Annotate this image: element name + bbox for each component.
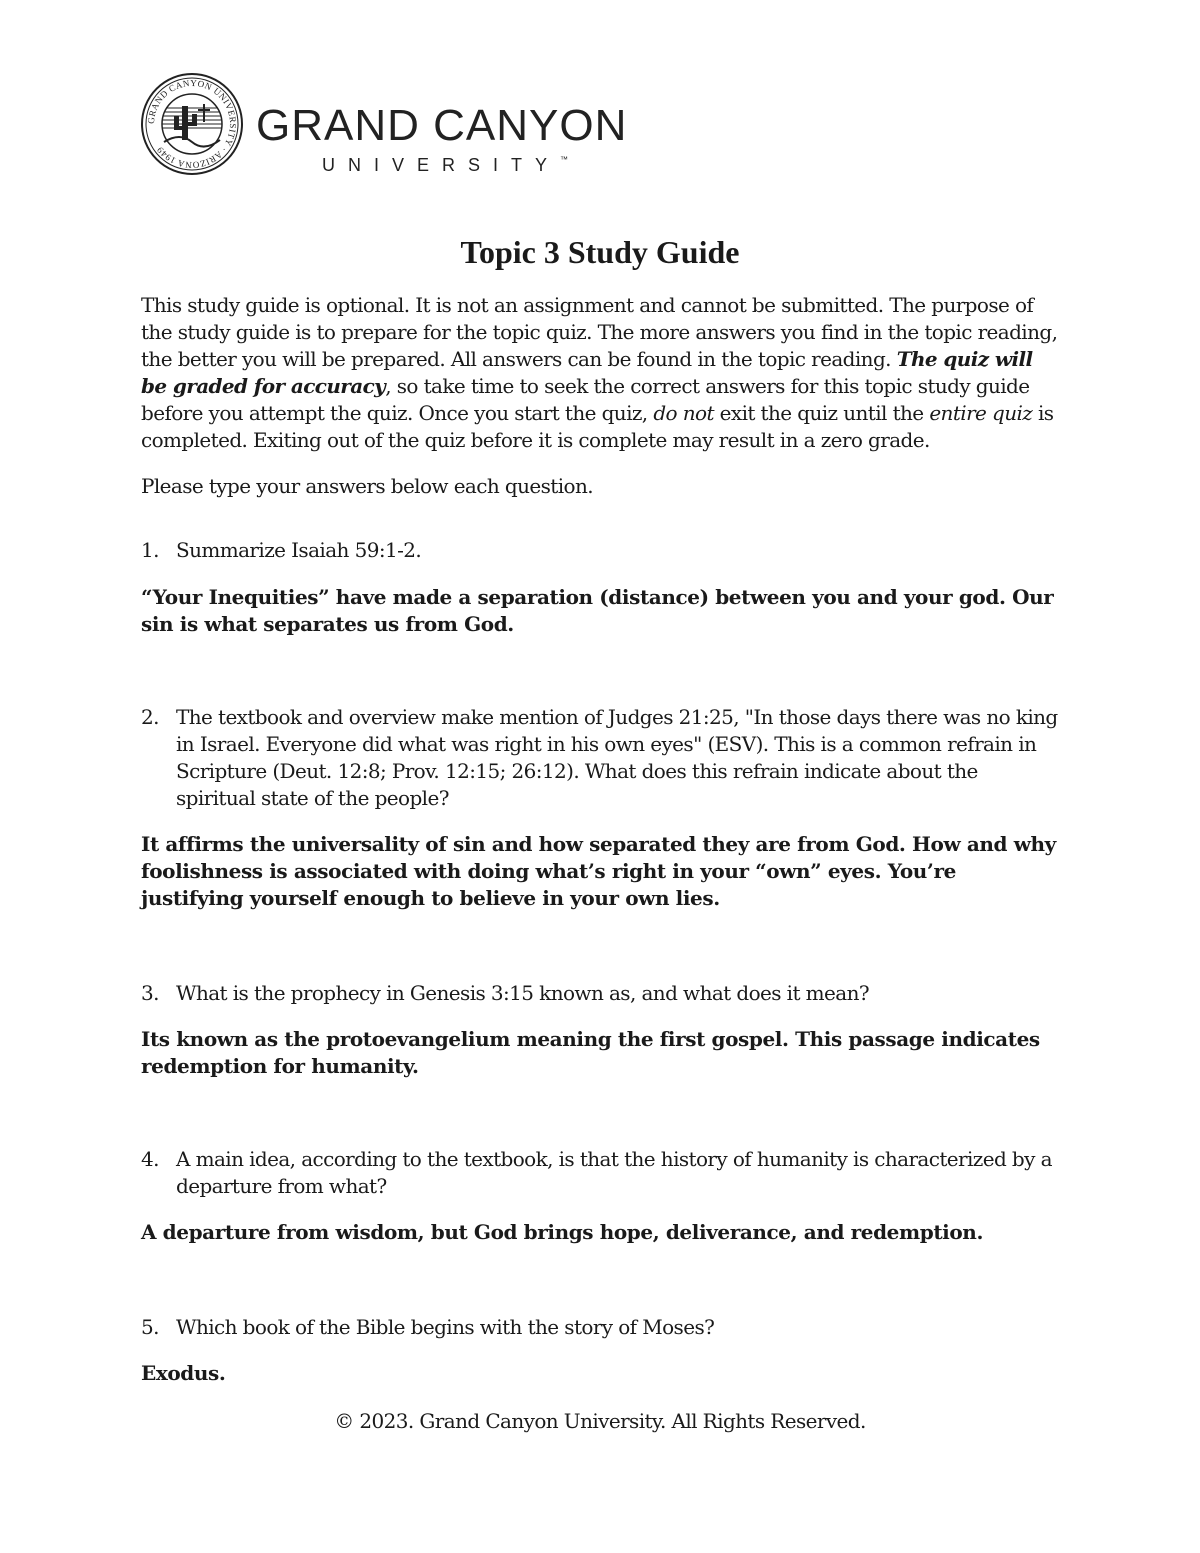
- answer-2[interactable]: It affirms the universality of sin and how separated they are from God. How and why foolishness is associated with doing what’s right in your “own” eyes. You’re justifying yourself enough to believe in your own lies.: [141, 832, 1056, 910]
- question-text: A main idea, according to the textbook, is that the history of humanity is characterized by a departure from what?: [176, 1147, 1052, 1198]
- question-number: 3.: [141, 981, 159, 1005]
- question-text: Summarize Isaiah 59:1-2.: [176, 538, 422, 562]
- answer-1[interactable]: “Your Inequities” have made a separation (distance) between you and your god. Our sin is what separates us from God.: [141, 585, 1054, 636]
- question-1: [141, 537, 1061, 564]
- university-logo: [140, 72, 628, 182]
- intro-paragraph: This study guide is optional. It is not an assignment and cannot be submitted. The purpose of the study guide is to prepare for the topic quiz. The more answers you find in the topic reading, the better you will be prepared. All answers can be found in the topic reading. The quiz will be graded for accuracy, so take time to seek the correct answers for this topic study guide before you attempt the quiz. Once you start the quiz, do not exit the quiz until the entire quiz is completed. Exiting out of the quiz before it is complete may result in a zero grade.: [141, 293, 1058, 452]
- intro-italic-do-not: do not: [653, 401, 714, 425]
- logo-name-line1: GRAND CANYON: [256, 101, 628, 150]
- question-number: 5.: [141, 1315, 159, 1339]
- question-text: Which book of the Bible begins with the story of Moses?: [176, 1315, 715, 1339]
- question-3: [141, 980, 1061, 1007]
- copyright-footer: © 2023. Grand Canyon University. All Rights Reserved.: [334, 1409, 866, 1433]
- trademark-symbol: ™: [560, 155, 569, 164]
- question-number: 4.: [141, 1147, 159, 1171]
- logo-name-line2: UNIVERSITY™: [322, 155, 569, 175]
- instructions: Please type your answers below each question.: [141, 474, 593, 498]
- university-seal-icon: [140, 72, 244, 176]
- question-text: What is the prophecy in Genesis 3:15 known as, and what does it mean?: [176, 981, 869, 1005]
- intro-italic-entire-quiz: entire quiz: [929, 401, 1033, 425]
- svg-text:GRAND CANYON UNIVERSITY · ARIZ: GRAND CANYON UNIVERSITY · ARIZONA 1949: [145, 77, 239, 171]
- answer-5[interactable]: Exodus.: [141, 1361, 226, 1385]
- question-number: 1.: [141, 538, 159, 562]
- page-title: Topic 3 Study Guide: [460, 234, 740, 270]
- intro-emphasis: The quiz will be graded for accuracy: [141, 347, 1033, 398]
- question-2: [141, 704, 1061, 812]
- question-number: 2.: [141, 705, 159, 729]
- question-5: [141, 1314, 1061, 1341]
- question-text: The textbook and overview make mention of Judges 21:25, "In those days there was no king in Israel. Everyone did what was right in his own eyes" (ESV). This is a common refrain in Scripture (Deut. 12:8; Prov. 12:15; 26:12). What does this refrain indicate about the spiritual state of the people?: [176, 705, 1058, 810]
- question-4: [141, 1146, 1061, 1200]
- answer-3[interactable]: Its known as the protoevangelium meaning the first gospel. This passage indicates redemption for humanity.: [141, 1027, 1040, 1078]
- answer-4[interactable]: A departure from wisdom, but God brings hope, deliverance, and redemption.: [141, 1220, 984, 1244]
